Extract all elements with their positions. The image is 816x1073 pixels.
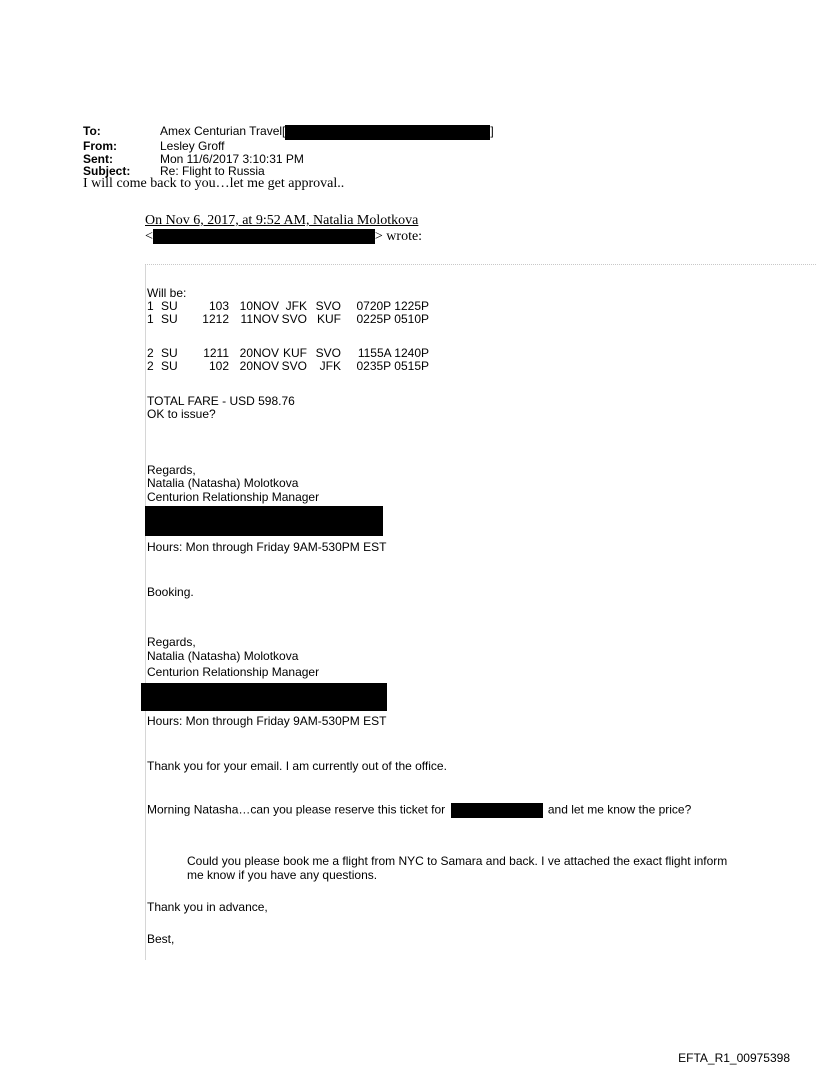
quote-bar	[145, 265, 146, 960]
from-label: From:	[83, 139, 117, 153]
best-line: Best,	[147, 932, 175, 946]
sig-name: Natalia (Natasha) Molotkova	[147, 476, 299, 490]
flight-date: 11NOV	[240, 312, 279, 326]
flight-airline: SU	[161, 299, 178, 313]
flight-seg: 1	[147, 299, 154, 313]
flight-airline: SU	[161, 346, 178, 360]
sig-title: Centurion Relationship Manager	[147, 490, 320, 504]
flight-from: JFK	[285, 299, 307, 313]
flight-to: SVO	[315, 346, 341, 360]
flight-airline: SU	[161, 359, 178, 373]
sig-regards: Regards,	[147, 463, 196, 477]
morning-text-b: and let me know the price?	[547, 802, 692, 817]
redaction-block	[153, 229, 375, 244]
quoted-wrote: > wrote:	[374, 229, 423, 244]
sent-label: Sent:	[83, 151, 113, 166]
reply-text: I will come back to you…let me get approval..	[83, 176, 345, 191]
quoted-from-line	[145, 229, 422, 245]
document-id: EFTA_R1_00975398	[678, 1051, 790, 1065]
to-row	[83, 125, 494, 140]
flight-times: 0235P 0515P	[356, 359, 429, 373]
flight-to: JFK	[319, 359, 341, 373]
flight-number: 1211	[203, 346, 229, 360]
itinerary-intro: Will be:	[147, 286, 187, 300]
request-line-1: Could you please book me a flight from NYC to Samara and back. I ve attached the exact flight inform	[187, 854, 728, 868]
flight-seg: 2	[147, 359, 154, 373]
morning-text-a: Morning Natasha…can you please reserve this ticket for	[147, 802, 446, 817]
sig-name: Natalia (Natasha) Molotkova	[147, 649, 299, 663]
sig-hours: Hours: Mon through Friday 9AM-530PM EST	[147, 540, 387, 554]
flight-from: SVO	[281, 312, 307, 326]
redaction-block	[451, 803, 543, 818]
thanks-line: Thank you in advance,	[147, 900, 268, 914]
flight-number: 102	[208, 359, 229, 373]
to-label: To:	[83, 124, 101, 138]
flight-row	[147, 360, 429, 373]
request-line-2: me know if you have any questions.	[187, 868, 378, 882]
flight-to: SVO	[315, 299, 341, 313]
redaction-block	[285, 125, 490, 140]
fare-line: TOTAL FARE - USD 598.76	[147, 394, 295, 408]
to-value: Amex Centurian Travel[	[160, 124, 286, 138]
sent-value: Mon 11/6/2017 3:10:31 PM	[160, 151, 304, 166]
flight-from: KUF	[283, 346, 307, 360]
email-header	[83, 125, 494, 178]
ooo-line: Thank you for your email. I am currently out of the office.	[147, 759, 447, 773]
subject-value: Re: Flight to Russia	[160, 164, 265, 178]
flight-times: 0720P 1225P	[356, 299, 429, 313]
ok-line: OK to issue?	[147, 407, 216, 421]
from-value: Lesley Groff	[160, 139, 225, 153]
flight-times: 0225P 0510P	[356, 312, 429, 326]
flight-date: 20NOV	[239, 346, 279, 360]
redaction-block	[145, 506, 383, 536]
to-close: ]	[490, 124, 494, 138]
flight-number: 103	[208, 299, 229, 313]
sig-title: Centurion Relationship Manager	[147, 665, 320, 679]
flight-to: KUF	[317, 312, 341, 326]
subject-label: Subject:	[83, 164, 131, 178]
flight-row	[147, 313, 429, 326]
quote-separator	[145, 264, 816, 265]
flight-seg: 2	[147, 346, 154, 360]
morning-line	[147, 803, 691, 818]
redaction-block	[141, 683, 387, 711]
flight-seg: 1	[147, 312, 154, 326]
sig-regards: Regards,	[147, 635, 196, 649]
quoted-lt: <	[145, 229, 153, 244]
flight-date: 10NOV	[239, 299, 279, 313]
booking-line: Booking.	[147, 585, 194, 599]
flight-number: 1212	[202, 312, 229, 326]
from-row	[83, 140, 494, 153]
sig-hours: Hours: Mon through Friday 9AM-530PM EST	[147, 714, 387, 728]
flight-date: 20NOV	[239, 359, 279, 373]
flight-times: 1155A 1240P	[357, 346, 429, 360]
quoted-header	[145, 213, 422, 245]
flight-airline: SU	[161, 312, 178, 326]
sent-row	[83, 153, 494, 166]
quoted-on-line: On Nov 6, 2017, at 9:52 AM, Natalia Molotkova	[145, 213, 419, 228]
flight-from: SVO	[281, 359, 307, 373]
